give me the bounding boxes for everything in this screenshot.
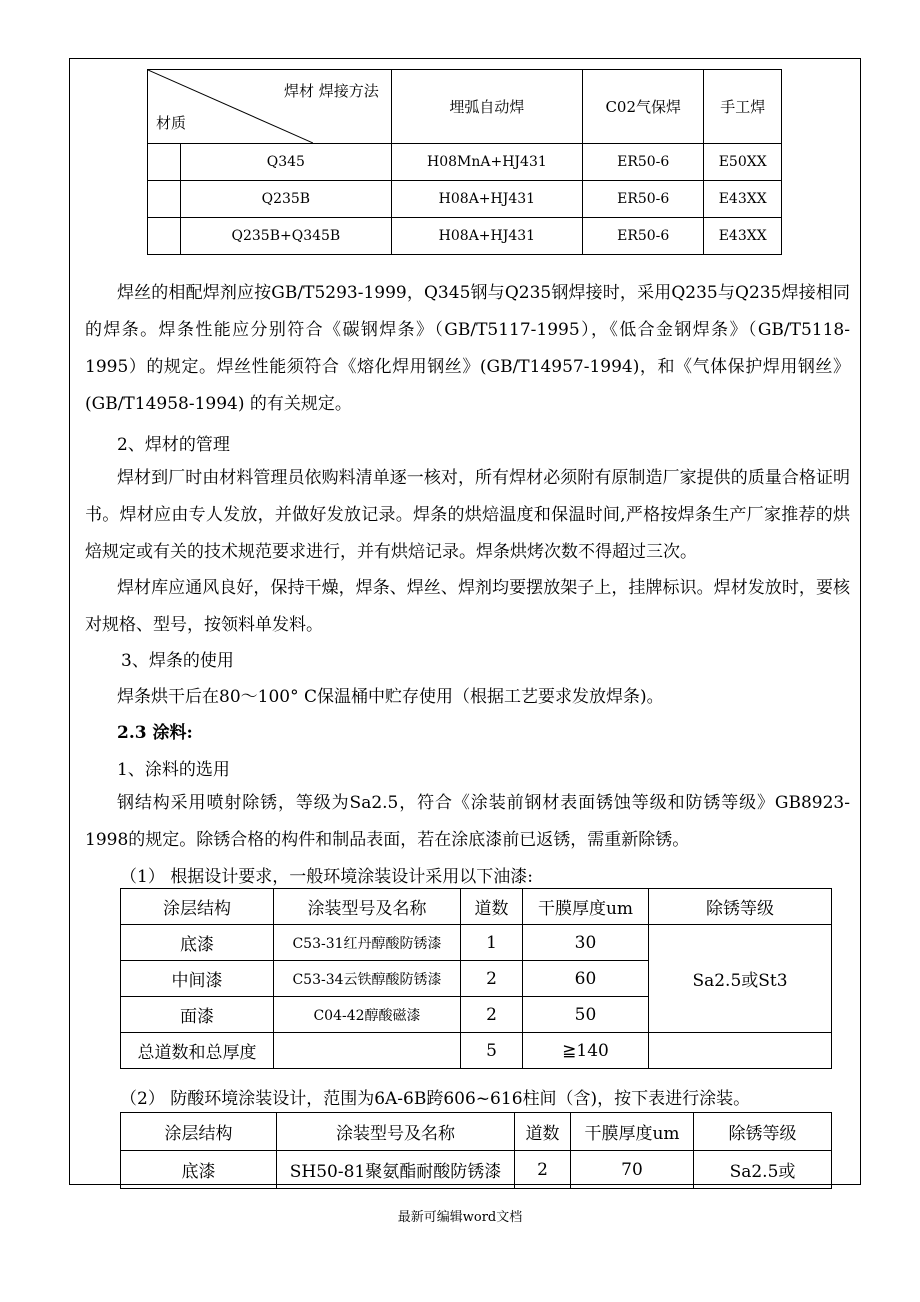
table-cell: E43XX bbox=[704, 181, 782, 218]
table-cell: H08A+HJ431 bbox=[391, 218, 582, 255]
row-blank-cell bbox=[148, 218, 181, 255]
table-cell: Sa2.5或 bbox=[694, 1151, 832, 1189]
row-blank-cell bbox=[148, 181, 181, 218]
paragraph-storage: 焊材库应通风良好，保持干燥，焊条、焊丝、焊剂均要摆放架子上，挂牌标识。焊材发放时，要核对规格、型号，按领料单发料。 bbox=[85, 578, 850, 635]
table-cell bbox=[649, 1033, 832, 1069]
col-header: 除锈等级 bbox=[649, 889, 832, 925]
grade-cell: Sa2.5或St3 bbox=[649, 925, 832, 1033]
material-cell: Q235B+Q345B bbox=[181, 218, 392, 255]
paragraph-rust: 钢结构采用喷射除锈，等级为Sa2.5，符合《涂装前钢材表面锈蚀等级和防锈等级》GB8923-1998的规定。除锈合格的构件和制品表面，若在涂底漆前已返锈，需重新除锈。 bbox=[85, 793, 850, 850]
heading-usage: 3、焊条的使用 bbox=[121, 651, 234, 671]
col-header: 涂层结构 bbox=[121, 1113, 277, 1151]
table-cell: H08MnA+HJ431 bbox=[391, 144, 582, 181]
col-header: 干膜厚度um bbox=[523, 889, 649, 925]
table-cell: 面漆 bbox=[121, 997, 274, 1033]
table-cell: ER50-6 bbox=[583, 218, 704, 255]
col-header: 道数 bbox=[461, 889, 523, 925]
table-cell: 总道数和总厚度 bbox=[121, 1033, 274, 1069]
table-cell: 底漆 bbox=[121, 925, 274, 961]
table-row bbox=[121, 1033, 832, 1069]
table-cell: 5 bbox=[461, 1033, 523, 1069]
table-row bbox=[148, 181, 782, 218]
col-header: 涂层结构 bbox=[121, 889, 274, 925]
row-blank-cell bbox=[148, 144, 181, 181]
weld-col-header: 手工焊 bbox=[704, 70, 782, 144]
table-row bbox=[148, 144, 782, 181]
table-cell: 2 bbox=[461, 997, 523, 1033]
table-cell: C53-31红丹醇酸防锈漆 bbox=[274, 925, 461, 961]
table-cell: 2 bbox=[461, 961, 523, 997]
section-title: 2.3 涂料: bbox=[117, 723, 193, 743]
table-cell: 50 bbox=[523, 997, 649, 1033]
coating-table bbox=[120, 888, 832, 1069]
corner-top-label: 焊材 焊接方法 bbox=[283, 82, 379, 100]
table-row bbox=[121, 925, 832, 961]
table-cell: 60 bbox=[523, 961, 649, 997]
table-cell: 中间漆 bbox=[121, 961, 274, 997]
weld-table-corner bbox=[148, 70, 392, 144]
acid-coating-table bbox=[120, 1112, 832, 1189]
table-cell: C53-34云铁醇酸防锈漆 bbox=[274, 961, 461, 997]
col-header: 涂装型号及名称 bbox=[274, 889, 461, 925]
table-cell: C04-42醇酸磁漆 bbox=[274, 997, 461, 1033]
weld-col-header: 埋弧自动焊 bbox=[391, 70, 582, 144]
paragraph-management: 焊材到厂时由材料管理员依购料清单逐一核对，所有焊材必须附有原制造厂家提供的质量合格证明书。焊材应由专人发放，并做好发放记录。焊条的烘焙温度和保温时间,严格按焊条生产厂家推荐的烘焙规定或有关的技术规范要求进行，并有烘焙记录。焊条烘烤次数不得超过三次。 bbox=[85, 468, 850, 562]
table-header-row bbox=[121, 1113, 832, 1151]
material-cell: Q345 bbox=[181, 144, 392, 181]
table-cell: 2 bbox=[515, 1151, 571, 1189]
col-header: 除锈等级 bbox=[694, 1113, 832, 1151]
table-row bbox=[148, 218, 782, 255]
col-header: 干膜厚度um bbox=[571, 1113, 694, 1151]
weld-col-header: C02气保焊 bbox=[583, 70, 704, 144]
table-header-row bbox=[121, 889, 832, 925]
item-two: （2） 防酸环境涂装设计，范围为6A-6B跨606~616柱间（含)，按下表进行涂装。 bbox=[120, 1089, 751, 1109]
page-footer: 最新可编辑word文档 bbox=[397, 1210, 523, 1225]
material-cell: Q235B bbox=[181, 181, 392, 218]
table-cell: 1 bbox=[461, 925, 523, 961]
table-cell bbox=[274, 1033, 461, 1069]
col-header: 道数 bbox=[515, 1113, 571, 1151]
table-cell: ER50-6 bbox=[583, 144, 704, 181]
table-cell: 30 bbox=[523, 925, 649, 961]
table-cell: E50XX bbox=[704, 144, 782, 181]
item-one: （1） 根据设计要求，一般环境涂装设计采用以下油漆: bbox=[120, 867, 533, 887]
col-header: 涂装型号及名称 bbox=[277, 1113, 515, 1151]
table-cell: ≧140 bbox=[523, 1033, 649, 1069]
table-cell: SH50-81聚氨酯耐酸防锈漆 bbox=[277, 1151, 515, 1189]
table-cell: ER50-6 bbox=[583, 181, 704, 218]
paragraph-flux: 焊丝的相配焊剂应按GB/T5293-1999，Q345钢与Q235钢焊接时，采用Q235与Q235焊接相同的焊条。焊条性能应分别符合《碳钢焊条》（GB/T5117-1995），《低合金钢焊条》（GB/T5118-1995）的规定。焊丝性能须符合《熔化焊用钢丝》(GB/T14957-1994)，和《气体保护焊用钢丝》(GB/T14958-1994) 的有关规定。 bbox=[85, 283, 850, 414]
heading-management: 2、焊材的管理 bbox=[117, 435, 230, 455]
table-cell: E43XX bbox=[704, 218, 782, 255]
weld-table bbox=[147, 69, 782, 255]
storage-line: 焊条烘干后在80～100° C保温桶中贮存使用（根据工艺要求发放焊条)。 bbox=[117, 687, 664, 707]
table-row bbox=[121, 1151, 832, 1189]
table-cell: H08A+HJ431 bbox=[391, 181, 582, 218]
table-cell: 70 bbox=[571, 1151, 694, 1189]
table-cell: 底漆 bbox=[121, 1151, 277, 1189]
corner-bottom-label: 材质 bbox=[156, 114, 187, 132]
heading-coating: 1、涂料的选用 bbox=[117, 760, 230, 780]
